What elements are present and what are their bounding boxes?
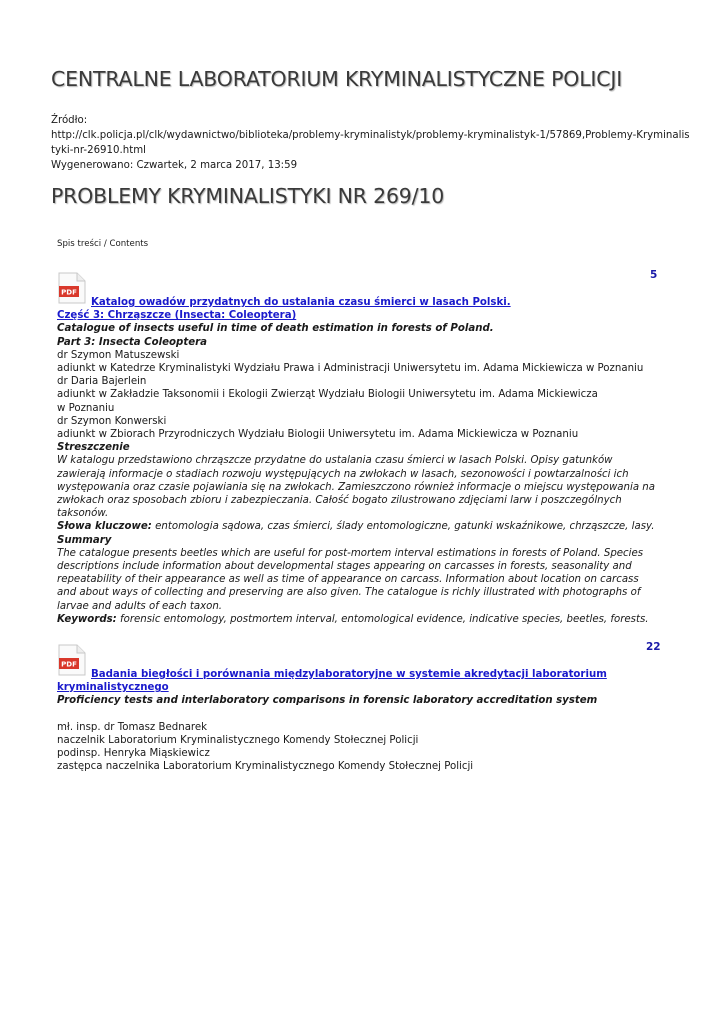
article-2-title-link[interactable]: Badania biegłości i porównania międzylaboratoryjne w systemie akredytacji laboratorium bbox=[91, 669, 607, 680]
keywords-text: entomologia sądowa, czas śmierci, ślady entomologiczne, gatunki wskaźnikowe, chrząszcze, lasy. bbox=[151, 521, 655, 533]
abstract-line: W katalogu przedstawiono chrząszcze przydatne do ustalania czasu śmierci w lasach Polski. Opisy gatunków bbox=[57, 455, 613, 467]
keywords-label: Słowa kluczowe: bbox=[57, 521, 152, 533]
author-line: naczelnik Laboratorium Kryminalistycznego Komendy Stołecznej Policji bbox=[57, 734, 419, 746]
author-line: mł. insp. dr Tomasz Bednarek bbox=[57, 721, 208, 733]
summary-label: Summary bbox=[57, 534, 112, 546]
summary-line: The catalogue presents beetles which are useful for post-mortem interval estimations in forests of Poland. Species bbox=[57, 547, 644, 559]
author-line: adiunkt w Zbiorach Przyrodniczych Wydziału Biologii Uniwersytetu im. Adama Mickiewicza w Poznaniu bbox=[57, 429, 579, 441]
pdf-icon-label: PDF bbox=[61, 660, 77, 669]
article-2 bbox=[57, 668, 647, 773]
author-line: adiunkt w Zakładzie Taksonomii i Ekologii Zwierząt Wydziału Biologii Uniwersytetu im. Adama Mickiewicza bbox=[57, 389, 598, 401]
spacer bbox=[57, 708, 647, 721]
en-keywords-text: forensic entomology, postmortem interval, entomological evidence, indicative species, beetles, forests. bbox=[116, 613, 649, 625]
author-line: adiunkt w Katedrze Kryminalistyki Wydziału Prawa i Administracji Uniwersytetu im. Adama Mickiewicza w Poznaniu bbox=[57, 363, 644, 375]
author-line: w Poznaniu bbox=[57, 402, 115, 414]
article-1-page-number[interactable]: 5 bbox=[650, 269, 658, 281]
summary-line: larvae and adults of each taxon. bbox=[57, 600, 223, 612]
article-1-en-title-line2: Part 3: Insecta Coleoptera bbox=[57, 336, 208, 348]
summary-line: and about ways of collecting and preserving are also given. The catalogue is richly illustrated with photographs of bbox=[57, 587, 641, 599]
generated-date: Wygenerowano: Czwartek, 2 marca 2017, 13:59 bbox=[51, 160, 298, 171]
article-2-en-title: Proficiency tests and interlaboratory comparisons in forensic laboratory accreditation system bbox=[57, 695, 598, 707]
author-line: dr Szymon Matuszewski bbox=[57, 349, 180, 361]
summary-line: descriptions include information about developmental stages appearing on carcasses in forests, seasonality and bbox=[57, 561, 632, 573]
en-keywords-line bbox=[57, 613, 647, 626]
article-1-title-link[interactable]: Katalog owadów przydatnych do ustalania czasu śmierci w lasach Polski. bbox=[91, 297, 511, 308]
source-label: Źródło: bbox=[51, 115, 88, 126]
author-line: dr Szymon Konwerski bbox=[57, 415, 167, 427]
article-1-title-link-line2[interactable]: Część 3: Chrząszcze (Insecta: Coleoptera) bbox=[57, 310, 297, 322]
toc-label: Spis treści / Contents bbox=[57, 239, 149, 249]
author-line: podinsp. Henryka Miąskiewicz bbox=[57, 748, 210, 760]
source-url-line1: http://clk.policja.pl/clk/wydawnictwo/biblioteka/problemy-kryminalistyk/problemy-kryminalistyk-1/57869,Problemy-Kryminalis bbox=[51, 130, 690, 141]
abstract-line: występowania oraz czasie pojawiania się na zwłokach. Zamieszczono również informacje o miejscu występowania na bbox=[57, 481, 656, 493]
author-line: dr Daria Bajerlein bbox=[57, 376, 147, 388]
author-line: zastępca naczelnika Laboratorium Kryminalistycznego Komendy Stołecznej Policji bbox=[57, 761, 474, 773]
abstract-line: zawierają informacje o stadiach rozwoju występujących na zwłokach w lasach, sezonowości i powtarzalności ich bbox=[57, 468, 629, 480]
article-1-en-title: Catalogue of insects useful in time of death estimation in forests of Poland. bbox=[57, 323, 494, 335]
abstract-line: taksonów. bbox=[57, 508, 109, 520]
abstract-line: zwłokach oraz sposobach zbioru i zabezpieczania. Całość bogato zilustrowano zdjęciami larw i poszczególnych bbox=[57, 495, 622, 507]
article-2-title-link-line2[interactable]: kryminalistycznego bbox=[57, 682, 169, 694]
article-2-page-number[interactable]: 22 bbox=[646, 641, 661, 653]
org-title: CENTRALNE LABORATORIUM KRYMINALISTYCZNE POLICJI bbox=[51, 67, 623, 91]
source-url-line2: tyki-nr-26910.html bbox=[51, 145, 146, 156]
en-keywords-label: Keywords: bbox=[57, 613, 117, 625]
source-block bbox=[51, 113, 690, 173]
summary-line: repeatability of their appearance as well as time of appearance on carcass. Information about location on carcass bbox=[57, 574, 639, 586]
keywords-line bbox=[57, 520, 655, 533]
article-1 bbox=[57, 296, 656, 626]
issue-title: PROBLEMY KRYMINALISTYKI NR 269/10 bbox=[51, 184, 445, 208]
abstract-label: Streszczenie bbox=[57, 442, 130, 454]
pdf-icon-label: PDF bbox=[61, 288, 77, 297]
